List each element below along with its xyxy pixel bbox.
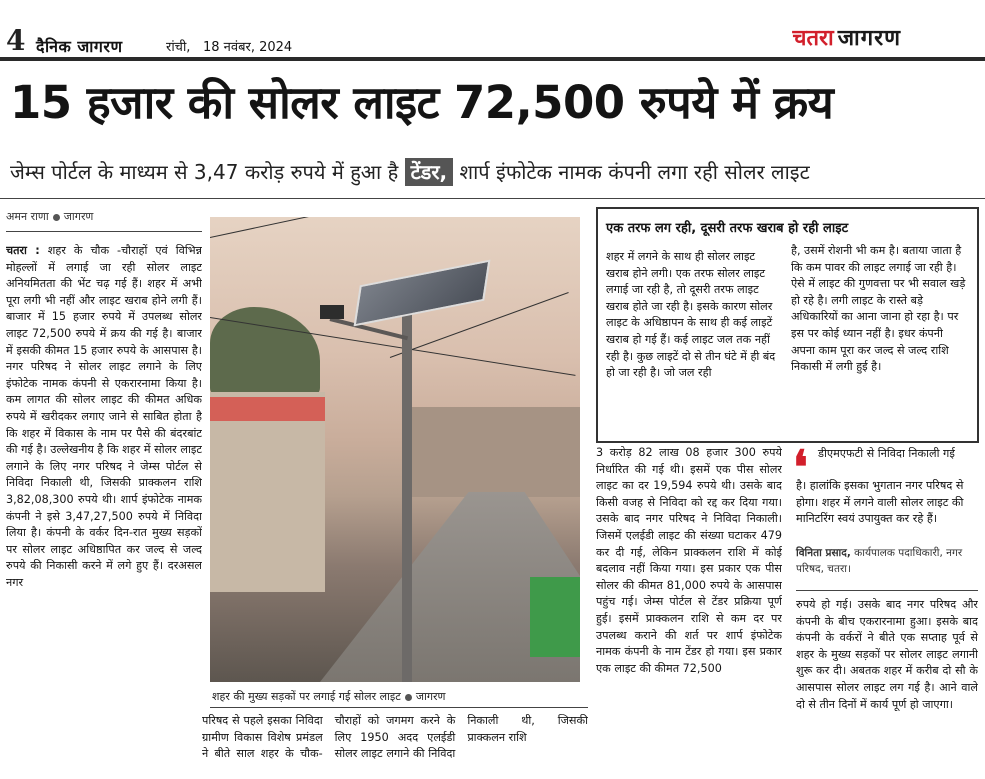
article-column-3: 3 करोड़ 82 लाख 08 हजार 300 रुपये निर्धारित की गई थी। इसमें एक पीस सोलर लाइट का दर 19,594 रुपये थी। उसके बाद किसी वजह से निविदा को रद्द कर दिया गया। उसके बाद नगर परिषद ने निविदा निकाली। जिसमें एलईडी लाइट की संख्या घटाकर 479 कर दी गई, लेकिन प्राक्कलन राशि में कोई बदलाव नहीं किया गया। इस प्रकार एक पीस सोलर की कीमत 81,000 रुपये के आसपास पहुंच गई। जेम्स पोर्टल से टेंडर प्रक्रिया पूर्ण हुई। इसमें प्राक्कलन राशि से कम दर पर उपलब्ध कराने की शर्त पर शार्प इंफोटेक नामक कंपनी के नाम टेंडर हो गया। इस प्रकार एक लाइट की कीमत 72,500: [596, 446, 782, 675]
article-column-1: [6, 243, 202, 773]
photo-caption-source: जागरण: [415, 690, 446, 703]
subhead-rule: [0, 198, 985, 199]
subheadline-before: जेम्स पोर्टल के माध्यम से 3,47 करोड़ रुपये में हुआ है: [10, 160, 399, 184]
edition-brand-city: चतरा: [792, 26, 834, 51]
quote-designation: कार्यपालक पदाधिकारी, नगर परिषद, चतरा।: [796, 547, 963, 575]
solar-light-pole: [402, 303, 412, 682]
edition-city: रांची,: [166, 40, 191, 55]
photo-building-right: [410, 407, 580, 497]
edition-date: 18 नवंबर, 2024: [203, 40, 293, 55]
masthead-rule: [0, 57, 985, 61]
quote-first-line: डीएमएफटी से निविदा निकाली गई: [818, 447, 955, 460]
edition-brand: [792, 22, 901, 52]
caption-rule: [210, 707, 588, 708]
subheadline-highlight: टेंडर,: [405, 158, 454, 186]
byline-name: अमन राणा: [6, 210, 49, 223]
quote-attribution: [796, 545, 978, 577]
photo-green-sign: [530, 577, 580, 657]
byline-source: जागरण: [63, 210, 94, 223]
quote-rule: [796, 590, 978, 591]
subheadline-after: शार्प इंफोटेक नामक कंपनी लगा रही सोलर लाइट: [459, 160, 810, 184]
subheadline: [10, 158, 810, 186]
photo-shop-sign: [210, 397, 325, 421]
quote-speaker: विनिता प्रसाद,: [796, 547, 851, 559]
article-photo: [210, 217, 580, 682]
photo-caption: [212, 689, 446, 704]
photo-wire: [210, 217, 406, 238]
sidebar-box: [596, 207, 979, 443]
sidebar-box-text-a: शहर में लगने के साथ ही सोलर लाइट खराब होने लगी। एक तरफ सोलर लाइट लगाई जा रही है, तो दूसरी तरफ लाइट खराब होते जा रही है। इसके कारण सोलर लाइट के अधिष्ठापन के साथ ही कई लाइटें खराब हो गई हैं। कई लाइट जल तक नहीं रही है। कुछ लाइटें दो से तीन घंटे में ही बंद हो जा रही है। जो जल रही: [606, 250, 776, 380]
quote-text: है। हालांकि इसका भुगतान नगर परिषद से होगा। शहर में लगने वाली सोलर लाइट की मानिटरिंग स्वयं उपायुक्त कर रहे हैं।: [796, 479, 964, 526]
article-text-1: शहर के चौक -चौराहों एवं विभिन्न मोहल्लों में लगाई जा रही सोलर लाइट अनियमितता की भेंट चढ़ गई हैं। शहर में अभी पूरा लगी भी नहीं और लाइट खराब होने लगी हैं। बाजार में 15 हजार रुपये में उपलब्ध सोलर लाइट 72,500 रुपये में क्रय की गई है। बाजार में इसकी कीमत 15 हजार रुपये के आसपास है। नगर परिषद ने सोलर लाइट लगाने के लिए इंफोटेक नामक कंपनी से एकरारनामा किया है। कम लागत की सोलर लाइट की कीमत अधिक रुपये में खरीदकर लगाए जाने से साबित होता है कि शहर में विकास के नाम पर पैसे की बंदरबांट की गई है। उल्लेखनीय है कि शहर में सोलर लाइट लगाने के लिए नगर परिषद ने जेम्स पोर्टल से निविदा निकाली थी, जिसकी प्राक्कलन राशि 3,82,08,300 रुपये थी। शार्प इंफोटेक नामक कंपनी ने इसे 3,47,27,500 रुपये में निविदा लिया है। कंपनी के वर्कर दिन-रात मुख्य सड़कों पर सोलर लाइट अधिष्ठापित कर जल्द से जल्द रुपये की निकासी करने में लगे हुए हैं। दरअसल नगर: [6, 244, 202, 589]
photo-building-left: [210, 392, 325, 592]
article-continuation: परिषद से पहले इसका निविदा ग्रामीण विकास विशेष प्रमंडल ने बीते साल शहर के चौक-चौराहों को जगमग करने के लिए 1950 अदद एलईडी सोलर लाइट लगाने की निविदा निकाली थी, जिसकी प्राक्कलन राशि: [202, 714, 588, 761]
edition-brand-paper: जागरण: [837, 26, 901, 51]
quote-mark-icon: ❛: [793, 440, 808, 494]
paper-name: दैनिक जागरण: [36, 37, 123, 56]
solar-lamp-head: [320, 305, 344, 319]
byline-rule: [6, 231, 202, 232]
bullet-icon: [53, 214, 60, 221]
headline: 15 हजार की सोलर लाइट 72,500 रुपये में क्रय: [10, 76, 834, 129]
dateline: चतरा :: [6, 244, 40, 257]
bullet-icon: [405, 694, 412, 701]
byline: [6, 209, 93, 224]
article-column-4: रुपये हो गई। उसके बाद नगर परिषद और कंपनी के बीच एकरारनामा हुआ। इसके बाद कंपनी के वर्करों ने बीते एक सप्ताह पूर्व से शहर के मुख्य सड़कों पर सोलर लाइट लगानी शुरू कर दी। अबतक शहर में करीब दो सौ के आसपास सोलर लाइट लग गई है। आने वाले दो से तीन दिनों में कार्य पूर्ण हो जाएगा।: [796, 598, 978, 711]
sidebar-box-text-b: है, उसमें रोशनी भी कम है। बताया जाता है कि कम पावर की लाइट लगाई जा रही है। ऐसे में लाइट की गुणवत्ता पर भी सवाल खड़े हो रहे है। लगी लाइट के रास्ते बड़े अधिकारियों का आना जाना हो रहा है। पर इस पर कोई ध्यान नहीं है। इधर कंपनी अपना काम पूरा कर जल्द से जल्द राशि निकासी में लगी हुई है।: [791, 244, 966, 374]
sidebar-box-title: एक तरफ लग रही, दूसरी तरफ खराब हो रही लाइट: [606, 221, 849, 236]
solar-panel: [354, 260, 491, 327]
photo-caption-text: शहर की मुख्य सड़कों पर लगाई गई सोलर लाइट: [212, 690, 401, 703]
page-number: 4: [6, 24, 26, 57]
